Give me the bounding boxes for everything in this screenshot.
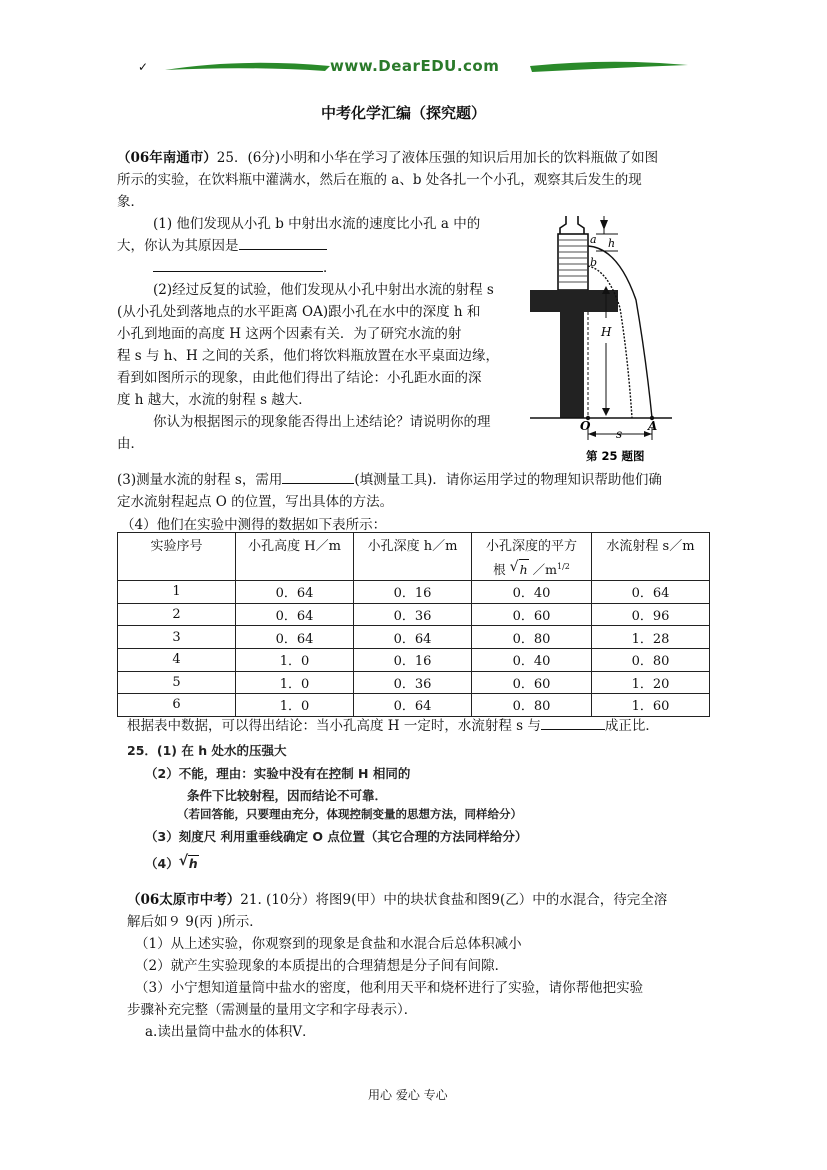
- q21-line5: （3）小宁想知道量筒中盐水的密度，他利用天平和烧杯进行了实验，请你帮他把实验: [135, 980, 644, 996]
- q25-conclusion: [127, 714, 659, 734]
- table-cell: 0．40: [472, 581, 592, 604]
- table-cell: 0．64: [236, 581, 354, 604]
- answer-blank-1a[interactable]: [239, 236, 327, 250]
- q25-intro-3: 象．: [117, 194, 144, 210]
- q25-p2-line2: (从小孔处到落地点的水平距离 OA)跟小孔在水中的深度 h 和: [117, 304, 481, 320]
- table-row: [118, 694, 710, 717]
- page-footer: 用心 爱心 专心: [368, 1088, 448, 1102]
- table-header-line2: [474, 557, 589, 580]
- table-cell: 6: [118, 694, 236, 717]
- table-header-row: [118, 533, 710, 581]
- table-cell: 0．64: [354, 694, 472, 717]
- q25-p2-line4: 程 s 与 h、H 之间的关系，他们将饮料瓶放置在水平桌面边缘，: [117, 348, 500, 364]
- q25-figure: [528, 208, 688, 470]
- fig-caption: 第 25 题图: [586, 449, 645, 463]
- q25-p3-line1a: (3)测量水流的射程 s，需用: [117, 472, 283, 488]
- q21-line3: （1）从上述实验，你观察到的现象是食盐和水混合后总体积减小: [135, 936, 522, 952]
- q21-source: （06太原市中考）: [127, 892, 241, 908]
- experiment-table: [117, 532, 710, 717]
- q25-p2-line1: (2)经过反复的试验，他们发现从小孔中射出水流的射程 s: [153, 282, 494, 298]
- answer-2: （2）不能，理由：实验中没有在控制 H 相同的: [145, 766, 411, 781]
- table-cell: 4: [118, 648, 236, 671]
- fig-label-H: H: [601, 325, 612, 339]
- table-cell: 0．40: [472, 648, 592, 671]
- table-header-cell: 实验序号: [118, 533, 236, 581]
- header4-exp: 1/2: [557, 562, 570, 571]
- q25-intro-2: 所示的实验，在饮料瓶中灌满水，然后在瓶的 a、b 处各扎一个小孔，观察其后发生的现: [117, 172, 642, 188]
- table-cell: 0．64: [236, 603, 354, 626]
- fig-label-A: A: [648, 419, 658, 433]
- table-cell: 0．36: [354, 603, 472, 626]
- table-cell: 2: [118, 603, 236, 626]
- q25-p4: （4）他们在实验中测得的数据如下表所示：: [121, 517, 387, 533]
- answer-2c: （若回答能，只要理由充分，体现控制变量的思想方法，同样给分）: [177, 807, 522, 821]
- q21-line2: 解后如９ 9(丙 )所示．: [127, 914, 263, 930]
- answer-blank-3[interactable]: [282, 470, 354, 484]
- table-header-cell: 小孔高度 H／m: [236, 533, 354, 581]
- conclusion-text-a: 根据表中数据，可以得出结论：当小孔高度 H 一定时，水流射程 s 与: [127, 718, 541, 734]
- q25-source: （06年南通市）: [117, 150, 217, 166]
- q21-line7: a.读出量筒中盐水的体积V．: [145, 1024, 316, 1040]
- q21-line4: （2）就产生实验现象的本质提出的合理猜想是分子间有间隙．: [135, 958, 509, 974]
- table-row: [118, 603, 710, 626]
- fig-label-b: b: [590, 256, 598, 269]
- table-cell: 0．96: [592, 603, 710, 626]
- header-check-mark: ✓: [138, 60, 149, 74]
- answer-2b: 条件下比较射程，因而结论不可靠．: [187, 788, 388, 803]
- fig-label-O: O: [580, 419, 591, 433]
- table-cell: 1: [118, 581, 236, 604]
- answer-4-sqrt: √ h: [178, 853, 198, 871]
- answer-blank-1b[interactable]: [153, 258, 323, 272]
- q21-line1: 21. (10分）将图9(甲）中的块状食盐和图9(乙）中的水混合，待完全溶: [240, 892, 668, 908]
- table-cell: 0．80: [592, 648, 710, 671]
- sqrt-symbol: √ h: [510, 559, 529, 580]
- q25-p2-line3: 小孔到地面的高度 H 这两个因素有关．为了研究水流的射: [117, 326, 462, 342]
- table-cell: 1．28: [592, 626, 710, 649]
- table-header-line1: 小孔深度的平方: [485, 539, 577, 554]
- table-header-cell-sqrt: [472, 533, 592, 581]
- table-cell: 0．80: [472, 694, 592, 717]
- header4-pre: 根: [493, 562, 506, 578]
- q25-p3-line1b: (填测量工具)．请你运用学过的物理知识帮助他们确: [354, 472, 662, 488]
- q25-p1-line2: 大，你认为其原因是: [117, 238, 239, 254]
- table-row: [118, 671, 710, 694]
- table-cell: 0．64: [236, 626, 354, 649]
- answer-1: 25．(1) 在 h 处水的压强大: [127, 743, 287, 758]
- answer-3: （3）刻度尺 利用重垂线确定 O 点位置（其它合理的方法同样给分）: [145, 829, 528, 844]
- table-row: [118, 626, 710, 649]
- q25-p3-line2: 定水流射程起点 O 的位置，写出具体的方法。: [117, 494, 394, 510]
- answer-blank-4[interactable]: [541, 716, 605, 730]
- q25-p2-line5: 看到如图所示的现象，由此他们得出了结论：小孔距水面的深: [117, 370, 482, 386]
- header-site-name: www.DearEDU.com: [330, 57, 500, 75]
- q25-intro-1: 25．(6分)小明和小华在学习了液体压强的知识后用加长的饮料瓶做了如图: [216, 150, 659, 166]
- q25-p1-line3: ．: [323, 260, 337, 276]
- answer-4-label: （4）: [145, 856, 179, 871]
- conclusion-text-b: 成正比．: [604, 718, 659, 734]
- table-cell: 1．0: [236, 671, 354, 694]
- q25-p2-line7: 你认为根据图示的现象能否得出上述结论？请说明你的理: [153, 414, 491, 430]
- table-cell: 0．60: [472, 671, 592, 694]
- table-cell: 1．60: [592, 694, 710, 717]
- table-header-cell: 水流射程 s／m: [592, 533, 710, 581]
- table-header-cell: 小孔深度 h／m: [354, 533, 472, 581]
- q25-p2-line8: 由．: [117, 436, 144, 452]
- table-cell: 0．60: [472, 603, 592, 626]
- table-cell: 1．20: [592, 671, 710, 694]
- table-cell: 0．80: [472, 626, 592, 649]
- answer-4: [145, 854, 199, 872]
- table-cell: 0．16: [354, 648, 472, 671]
- header4-unit: ／m: [532, 562, 558, 578]
- table-cell: 0．64: [592, 581, 710, 604]
- table-cell: 0．16: [354, 581, 472, 604]
- fig-label-a: a: [590, 233, 597, 246]
- q25-p1-line1: (1) 他们发现从小孔 b 中射出水流的速度比小孔 a 中的: [153, 216, 481, 232]
- q25-p2-line6: 度 h 越大，水流的射程 s 越大．: [117, 392, 312, 408]
- page-title: 中考化学汇编（探究题）: [321, 104, 487, 122]
- fig-label-h: h: [608, 237, 616, 250]
- table-cell: 1．0: [236, 694, 354, 717]
- table-cell: 3: [118, 626, 236, 649]
- table-cell: 0．64: [354, 626, 472, 649]
- table-cell: 5: [118, 671, 236, 694]
- table-row: [118, 581, 710, 604]
- q21-line6: 步骤补充完整（需测量的量用文字和字母表示）．: [127, 1002, 418, 1018]
- table-cell: 0．36: [354, 671, 472, 694]
- table-cell: 1．0: [236, 648, 354, 671]
- fig-label-s: s: [616, 427, 623, 441]
- table-row: [118, 648, 710, 671]
